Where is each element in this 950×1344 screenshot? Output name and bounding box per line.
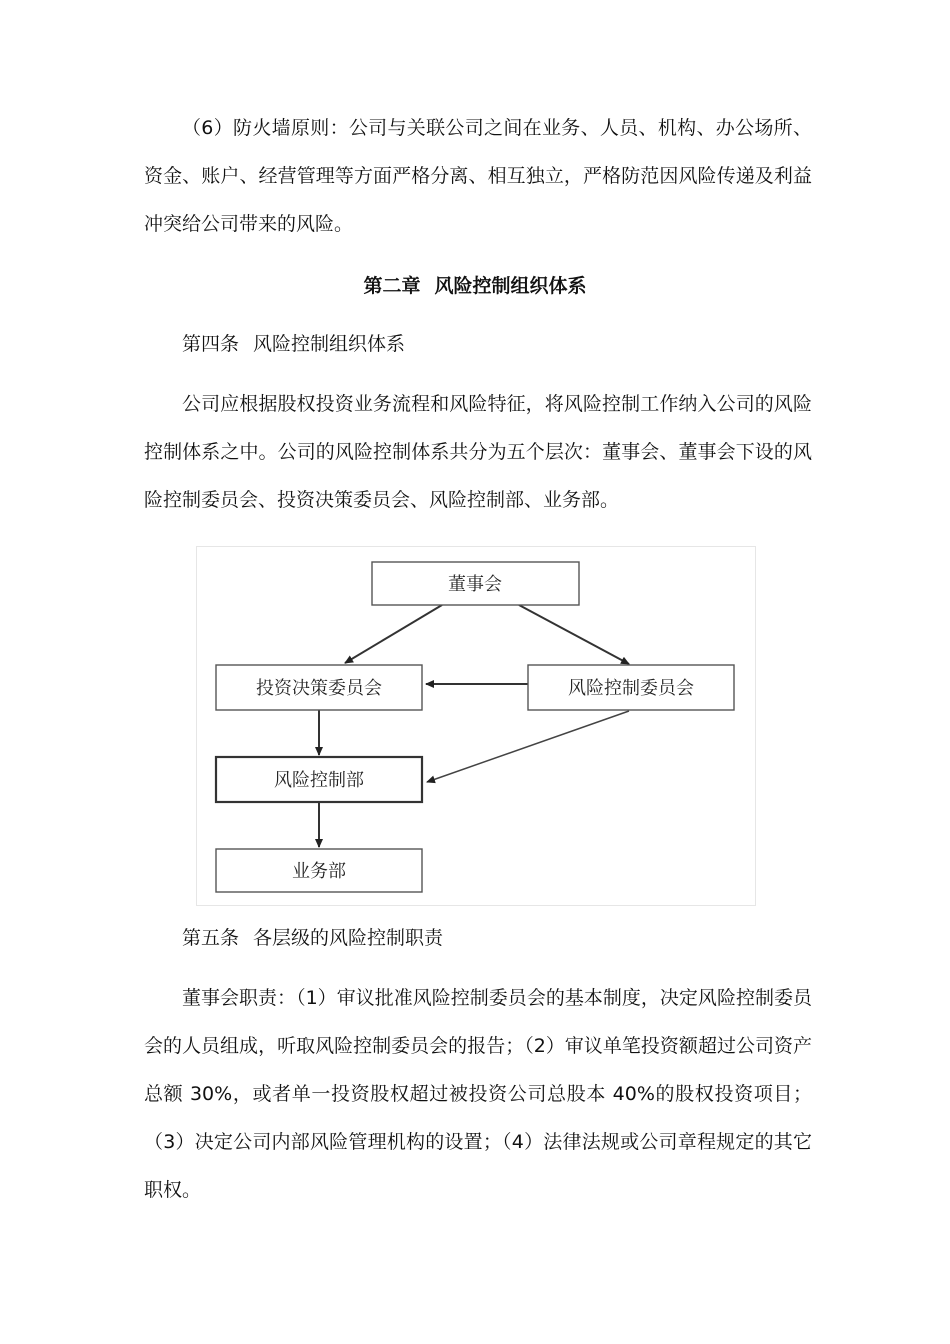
article-5-heading <box>182 914 443 962</box>
node-investment-committee-label: 投资决策委员会 <box>256 678 382 699</box>
node-risk-committee-label: 风险控制委员会 <box>568 678 694 699</box>
arrow-board-to-investment-committee <box>345 605 442 663</box>
org-diagram-svg <box>197 547 755 905</box>
node-business-dept-label: 业务部 <box>292 861 346 882</box>
node-risk-committee <box>528 665 734 710</box>
chapter-number: 第二章 <box>363 275 421 297</box>
chapter-name: 风险控制组织体系 <box>434 275 587 297</box>
chapter-title <box>0 262 950 310</box>
node-risk-dept-label: 风险控制部 <box>274 770 364 791</box>
arrow-risk-committee-to-risk-dept <box>427 711 629 782</box>
paragraph-org-system: 公司应根据股权投资业务流程和风险特征，将风险控制工作纳入公司的风险控制体系之中。公司的风险控制体系共分为五个层次：董事会、董事会下设的风险控制委员会、投资决策委员会、风险控制部、业务部。 <box>144 393 812 511</box>
article-4-number: 第四条 <box>182 333 240 355</box>
node-board <box>372 562 579 605</box>
article-5-title: 各层级的风险控制职责 <box>253 927 444 949</box>
article-5-number: 第五条 <box>182 927 240 949</box>
arrow-board-to-risk-committee <box>519 605 629 664</box>
org-structure-diagram <box>196 546 756 906</box>
article-4-title: 风险控制组织体系 <box>253 333 406 355</box>
node-risk-dept <box>216 757 422 802</box>
node-investment-committee <box>216 665 422 710</box>
paragraph-firewall-principle: （6）防火墙原则：公司与关联公司之间在业务、人员、机构、办公场所、资金、账户、经营管理等方面严格分离、相互独立，严格防范因风险传递及利益冲突给公司带来的风险。 <box>144 117 812 235</box>
article-4-heading <box>182 320 405 368</box>
paragraph-board-duties: 董事会职责：（1）审议批准风险控制委员会的基本制度，决定风险控制委员会的人员组成，听取风险控制委员会的报告；（2）审议单笔投资额超过公司资产总额 30%，或者单一投资股权超过被投资公司总股本 40%的股权投资项目；（3）决定公司内部风险管理机构的设置；（4）法律法规或公司章程规定的其它职权。 <box>144 987 812 1201</box>
node-board-label: 董事会 <box>448 574 502 595</box>
node-business-dept <box>216 849 422 892</box>
